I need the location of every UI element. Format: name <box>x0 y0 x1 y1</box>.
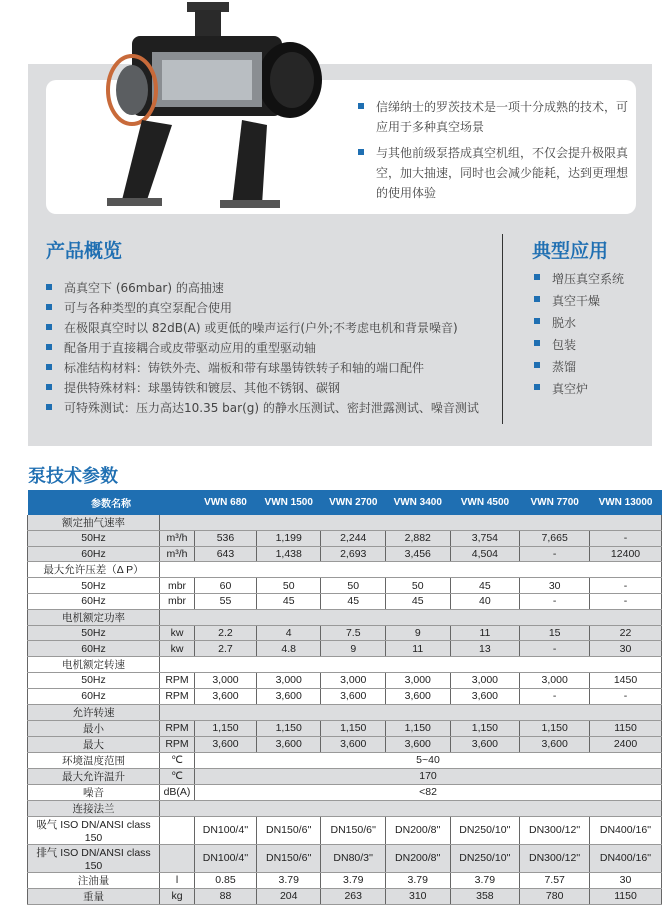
value-cell: 3,000 <box>450 673 520 689</box>
table-row <box>28 872 662 888</box>
value-cell: DN400/16'' <box>590 844 662 872</box>
value-cell: 3,600 <box>321 688 386 704</box>
list-item-text: 增压真空系统 <box>552 272 625 286</box>
list-item-text: 真空干燥 <box>552 294 601 308</box>
roots-pump-image <box>92 0 327 218</box>
column-header: 参数名称 <box>28 490 195 515</box>
bullet-icon <box>46 364 52 370</box>
value-cell: 204 <box>256 888 321 904</box>
table-row <box>28 688 662 704</box>
unit-cell: mbr <box>160 594 195 610</box>
table-row <box>28 594 662 610</box>
table-row <box>28 888 662 904</box>
bullet-icon <box>534 340 540 346</box>
list-item-text: 可特殊测试：压力高达10.35 bar(g) 的静水压测试、密封泄露测试、噪音测试 <box>64 401 479 415</box>
value-cell: 88 <box>195 888 257 904</box>
value-cell: 358 <box>450 888 520 904</box>
value-cell: 3.79 <box>321 872 386 888</box>
value-cell: 45 <box>386 594 451 610</box>
value-cell: - <box>520 594 590 610</box>
list-item <box>46 398 479 418</box>
table-row <box>28 800 662 816</box>
value-cell: 1,438 <box>256 546 321 562</box>
spec-table <box>27 490 662 905</box>
value-cell: 3.79 <box>386 872 451 888</box>
list-item-text: 高真空下 (66mbar) 的高抽速 <box>64 281 224 295</box>
value-cell: 13 <box>450 641 520 657</box>
bullet-icon <box>46 304 52 310</box>
section-fill <box>160 609 662 625</box>
value-cell: 1150 <box>590 888 662 904</box>
bullet-icon <box>534 384 540 390</box>
list-item <box>534 290 624 312</box>
value-cell: 50 <box>386 578 451 594</box>
section-fill <box>160 515 662 531</box>
row-label: 最大允许温升 <box>28 768 160 784</box>
value-cell: 310 <box>386 888 451 904</box>
value-cell: 4.8 <box>256 641 321 657</box>
row-label: 电机额定功率 <box>28 609 160 625</box>
value-cell: 170 <box>195 768 662 784</box>
value-cell: 2.7 <box>195 641 257 657</box>
value-cell: 7,665 <box>520 531 590 547</box>
unit-cell: RPM <box>160 673 195 689</box>
section-fill <box>160 800 662 816</box>
table-header <box>28 490 662 515</box>
value-cell: DN300/12'' <box>520 816 590 844</box>
list-item <box>46 338 479 358</box>
row-label: 60Hz <box>28 594 160 610</box>
list-item <box>534 356 624 378</box>
applications-list <box>534 268 624 400</box>
value-cell: 3,600 <box>321 736 386 752</box>
row-label: 允许转速 <box>28 704 160 720</box>
value-cell: DN250/10'' <box>450 844 520 872</box>
table-row <box>28 752 662 768</box>
value-cell: - <box>590 531 662 547</box>
value-cell: 30 <box>520 578 590 594</box>
section-fill <box>160 562 662 578</box>
bullet-icon <box>46 284 52 290</box>
value-cell: 11 <box>386 641 451 657</box>
row-label: 环境温度范围 <box>28 752 160 768</box>
table-row <box>28 844 662 872</box>
value-cell: - <box>590 578 662 594</box>
table-row <box>28 657 662 673</box>
table-row <box>28 816 662 844</box>
value-cell: 3,600 <box>195 736 257 752</box>
table-row <box>28 515 662 531</box>
value-cell: 45 <box>256 594 321 610</box>
column-header: VWN 3400 <box>386 490 451 515</box>
list-item <box>534 312 624 334</box>
column-header: VWN 2700 <box>321 490 386 515</box>
value-cell: DN250/10'' <box>450 816 520 844</box>
table-row <box>28 609 662 625</box>
value-cell: 1150 <box>590 720 662 736</box>
row-label: 重量 <box>28 888 160 904</box>
value-cell: 9 <box>386 625 451 641</box>
unit-cell: RPM <box>160 736 195 752</box>
unit-cell <box>160 816 195 844</box>
value-cell: 30 <box>590 641 662 657</box>
unit-cell: ℃ <box>160 768 195 784</box>
value-cell: 7.5 <box>321 625 386 641</box>
value-cell: 30 <box>590 872 662 888</box>
value-cell: 2,693 <box>321 546 386 562</box>
value-cell: 3,000 <box>321 673 386 689</box>
row-label: 注油量 <box>28 872 160 888</box>
row-label: 最大 <box>28 736 160 752</box>
list-item-text: 蒸馏 <box>552 360 577 374</box>
overview-title: 产品概览 <box>46 240 123 262</box>
table-row <box>28 768 662 784</box>
table-row <box>28 704 662 720</box>
value-cell: 3.79 <box>256 872 321 888</box>
unit-cell: dB(A) <box>160 784 195 800</box>
value-cell: 2.2 <box>195 625 257 641</box>
table-row <box>28 784 662 800</box>
list-item-text: 提供特殊材料：球墨铸铁和镀层、其他不锈钢、碳钢 <box>64 381 341 395</box>
value-cell: DN80/3'' <box>321 844 386 872</box>
value-cell: 4,504 <box>450 546 520 562</box>
row-label: 60Hz <box>28 546 160 562</box>
unit-cell: l <box>160 872 195 888</box>
list-item-text: 配备用于直接耦合或皮带驱动应用的重型驱动轴 <box>64 341 317 355</box>
value-cell: 3,600 <box>520 736 590 752</box>
value-cell: - <box>520 641 590 657</box>
row-label: 吸气 ISO DN/ANSI class 150 <box>28 816 160 844</box>
table-title: 泵技术参数 <box>28 466 118 487</box>
value-cell: 780 <box>520 888 590 904</box>
value-cell: 3,600 <box>195 688 257 704</box>
value-cell: DN150/6'' <box>256 816 321 844</box>
table-row <box>28 673 662 689</box>
value-cell: 643 <box>195 546 257 562</box>
value-cell: DN100/4'' <box>195 816 257 844</box>
row-label: 噪音 <box>28 784 160 800</box>
section-fill <box>160 704 662 720</box>
value-cell: 263 <box>321 888 386 904</box>
row-label: 60Hz <box>28 688 160 704</box>
unit-cell: kw <box>160 641 195 657</box>
value-cell: 1,150 <box>256 720 321 736</box>
value-cell: 2,244 <box>321 531 386 547</box>
value-cell: DN300/12'' <box>520 844 590 872</box>
unit-cell: m³/h <box>160 546 195 562</box>
intro-item <box>358 97 628 137</box>
value-cell: 3,600 <box>256 736 321 752</box>
value-cell: DN150/6'' <box>321 816 386 844</box>
list-item <box>46 358 479 378</box>
value-cell: 3,754 <box>450 531 520 547</box>
bullet-icon <box>358 149 364 155</box>
row-label: 排气 ISO DN/ANSI class 150 <box>28 844 160 872</box>
intro-text: 与其他前级泵搭成真空机组，不仅会提升极限真空，加大抽速，同时也会减少能耗，达到更理想的使用体验 <box>376 146 629 200</box>
section-fill <box>160 657 662 673</box>
list-item-text: 标准结构材料：铸铁外壳、端板和带有球墨铸铁转子和轴的端口配件 <box>64 361 425 375</box>
value-cell: 3,000 <box>195 673 257 689</box>
value-cell: 2400 <box>590 736 662 752</box>
intro-text: 信绨纳士的罗茨技术是一项十分成熟的技术，可应用于多种真空场景 <box>376 100 629 134</box>
bullet-icon <box>534 274 540 280</box>
unit-cell: RPM <box>160 720 195 736</box>
bullet-icon <box>46 384 52 390</box>
value-cell: DN200/8'' <box>386 816 451 844</box>
divider <box>502 234 503 424</box>
row-label: 50Hz <box>28 531 160 547</box>
value-cell: 15 <box>520 625 590 641</box>
value-cell: 55 <box>195 594 257 610</box>
value-cell: 50 <box>321 578 386 594</box>
table-row <box>28 720 662 736</box>
value-cell: - <box>590 594 662 610</box>
value-cell: 7.57 <box>520 872 590 888</box>
list-item <box>46 278 479 298</box>
list-item-text: 脱水 <box>552 316 577 330</box>
unit-cell: kw <box>160 625 195 641</box>
value-cell: 3.79 <box>450 872 520 888</box>
value-cell: 4 <box>256 625 321 641</box>
table-row <box>28 736 662 752</box>
bullet-icon <box>534 296 540 302</box>
value-cell: 3,600 <box>386 688 451 704</box>
value-cell: - <box>520 688 590 704</box>
unit-cell <box>160 844 195 872</box>
row-label: 50Hz <box>28 578 160 594</box>
value-cell: DN400/16'' <box>590 816 662 844</box>
value-cell: DN150/6'' <box>256 844 321 872</box>
list-item-text: 真空炉 <box>552 382 589 396</box>
column-header: VWN 1500 <box>256 490 321 515</box>
column-header: VWN 4500 <box>450 490 520 515</box>
unit-cell: RPM <box>160 688 195 704</box>
table-row <box>28 531 662 547</box>
value-cell: 3,000 <box>386 673 451 689</box>
row-label: 额定抽气速率 <box>28 515 160 531</box>
value-cell: 50 <box>256 578 321 594</box>
unit-cell: ℃ <box>160 752 195 768</box>
bullet-icon <box>46 404 52 410</box>
value-cell: 1,150 <box>321 720 386 736</box>
value-cell: 1,150 <box>520 720 590 736</box>
value-cell: 11 <box>450 625 520 641</box>
table-row <box>28 562 662 578</box>
row-label: 最小 <box>28 720 160 736</box>
unit-cell: kg <box>160 888 195 904</box>
value-cell: 3,000 <box>520 673 590 689</box>
value-cell: - <box>590 688 662 704</box>
value-cell: 12400 <box>590 546 662 562</box>
intro-item <box>358 143 628 203</box>
value-cell: 0.85 <box>195 872 257 888</box>
value-cell: 536 <box>195 531 257 547</box>
list-item <box>46 298 479 318</box>
value-cell: 9 <box>321 641 386 657</box>
value-cell: DN100/4'' <box>195 844 257 872</box>
list-item <box>46 318 479 338</box>
value-cell: <82 <box>195 784 662 800</box>
row-label: 60Hz <box>28 641 160 657</box>
list-item-text: 包装 <box>552 338 577 352</box>
value-cell: 3,600 <box>450 688 520 704</box>
value-cell: - <box>520 546 590 562</box>
value-cell: 1,150 <box>386 720 451 736</box>
value-cell: 1450 <box>590 673 662 689</box>
table-row <box>28 641 662 657</box>
list-item-text: 在极限真空时以 82dB(A) 或更低的噪声运行(户外;不考虑电机和背景噪音) <box>64 321 458 335</box>
unit-cell: m³/h <box>160 531 195 547</box>
value-cell: 3,600 <box>450 736 520 752</box>
table-row <box>28 578 662 594</box>
bullet-icon <box>358 103 364 109</box>
bullet-icon <box>46 344 52 350</box>
value-cell: 1,199 <box>256 531 321 547</box>
list-item-text: 可与各种类型的真空泵配合使用 <box>64 301 233 315</box>
list-item <box>534 334 624 356</box>
value-cell: 1,150 <box>195 720 257 736</box>
applications-title: 典型应用 <box>532 240 609 262</box>
value-cell: 45 <box>450 578 520 594</box>
value-cell: 5~40 <box>195 752 662 768</box>
column-header: VWN 680 <box>195 490 257 515</box>
unit-cell: mbr <box>160 578 195 594</box>
bullet-icon <box>534 362 540 368</box>
value-cell: 60 <box>195 578 257 594</box>
column-header: VWN 7700 <box>520 490 590 515</box>
value-cell: 3,600 <box>256 688 321 704</box>
value-cell: 3,000 <box>256 673 321 689</box>
value-cell: 2,882 <box>386 531 451 547</box>
list-item <box>534 378 624 400</box>
bullet-icon <box>46 324 52 330</box>
value-cell: DN200/8'' <box>386 844 451 872</box>
value-cell: 40 <box>450 594 520 610</box>
value-cell: 45 <box>321 594 386 610</box>
list-item <box>46 378 479 398</box>
row-label: 最大允许压差（Δ P） <box>28 562 160 578</box>
overview-list <box>46 278 479 418</box>
value-cell: 1,150 <box>450 720 520 736</box>
value-cell: 3,600 <box>386 736 451 752</box>
row-label: 连接法兰 <box>28 800 160 816</box>
bullet-icon <box>534 318 540 324</box>
table-row <box>28 625 662 641</box>
table-row <box>28 546 662 562</box>
intro-list <box>358 97 628 209</box>
row-label: 电机额定转速 <box>28 657 160 673</box>
value-cell: 22 <box>590 625 662 641</box>
value-cell: 3,456 <box>386 546 451 562</box>
list-item <box>534 268 624 290</box>
row-label: 50Hz <box>28 673 160 689</box>
column-header: VWN 13000 <box>590 490 662 515</box>
row-label: 50Hz <box>28 625 160 641</box>
